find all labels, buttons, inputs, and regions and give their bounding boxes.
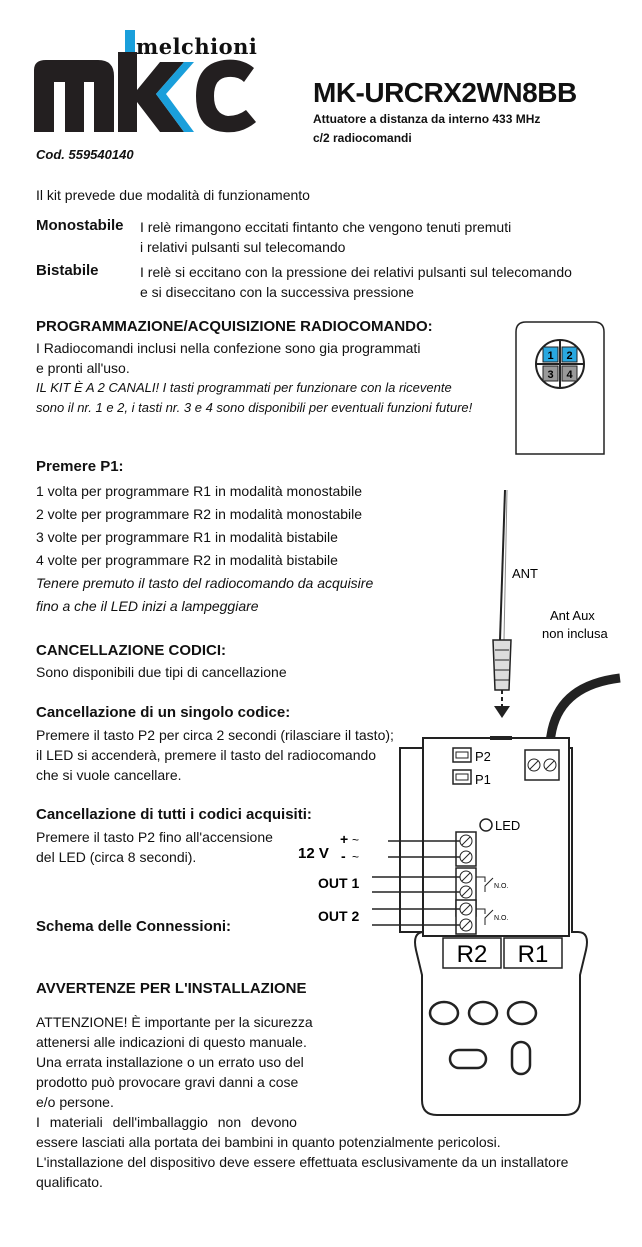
remote-key-3: 3: [547, 369, 554, 381]
p2-label: P2: [475, 749, 491, 764]
brand-name: melchioni: [136, 34, 258, 59]
warning-line: I materiali dell'imballaggio non devono: [36, 1114, 297, 1130]
cancel-single-line: che si vuole cancellare.: [36, 767, 182, 783]
product-title: MK-URCRX2WN8BB: [313, 77, 577, 108]
intro-text: Il kit prevede due modalità di funzionamento: [36, 187, 310, 203]
remote-control-illustration: [510, 318, 610, 458]
out2-no-label: N.O.: [494, 915, 509, 922]
cancel-all-line: del LED (circa 8 secondi).: [36, 849, 197, 865]
cancel-single-line: il LED si accenderà, premere il tasto del radiocomando: [36, 747, 377, 763]
led-indicator: [480, 819, 492, 831]
warning-line: prodotto può provocare gravi danni a cose: [36, 1074, 299, 1090]
mode-line: i relativi pulsanti sul telecomando: [140, 239, 346, 255]
mode-line: I relè rimangono eccitati fintanto che vengono tenuti premuti: [140, 219, 512, 235]
connection-diagram: [280, 480, 640, 1130]
warning-line: attenersi alle indicazioni di questo manuale.: [36, 1034, 307, 1050]
cancel-all-heading: Cancellazione di tutti i codici acquisiti:: [36, 806, 312, 823]
ant-label: ANT: [512, 566, 538, 581]
power-plus-label: +: [340, 831, 349, 847]
programming-body: [36, 338, 472, 418]
warning-line: L'installazione del dispositivo deve essere effettuata esclusivamente da un installatore: [36, 1154, 569, 1170]
warnings-heading: AVVERTENZE PER L'INSTALLAZIONE: [36, 980, 307, 997]
product-subtitle-2: c/2 radiocomandi: [313, 131, 412, 145]
programming-note: sono il nr. 1 e 2, i tasti nr. 3 e 4 sono disponibili per eventuali funzioni future!: [36, 400, 473, 415]
cancel-all-body: [36, 827, 273, 867]
warning-line: ATTENZIONE! È importante per la sicurezza: [36, 1014, 313, 1030]
out2-label: OUT 2: [318, 908, 360, 924]
warning-line: qualificato.: [36, 1174, 103, 1190]
warning-line: essere lasciati alla portata dei bambini in quanto potenzialmente pericolosi.: [36, 1134, 501, 1150]
arrow-down-icon: [494, 706, 510, 718]
product-subtitle: Attuatore a distanza da interno 433 MHz: [313, 112, 541, 126]
p1-label: P1: [475, 772, 491, 787]
mode-monostabile: [36, 217, 511, 257]
cancel-single-line: Premere il tasto P2 per circa 2 secondi (rilasciare il tasto);: [36, 727, 394, 743]
mounting-hole: [430, 1002, 458, 1024]
relay-r1-label: R1: [517, 941, 549, 968]
mounting-hole: [469, 1002, 497, 1024]
mode-bistabile: [36, 262, 572, 302]
remote-key-1: 1: [547, 350, 554, 362]
p1-line: 3 volte per programmare R1 in modalità bistabile: [36, 529, 338, 545]
programming-line: e pronti all'uso.: [36, 360, 130, 376]
p1-note: fino a che il LED inizi a lampeggiare: [36, 598, 259, 614]
out1-no-label: N.O.: [494, 883, 509, 890]
p1-line: 2 volte per programmare R2 in modalità monostabile: [36, 506, 363, 522]
cancel-all-line: Premere il tasto P2 fino all'accensione: [36, 829, 273, 845]
product-code: Cod. 559540140: [36, 147, 134, 162]
relay-r2-label: R2: [456, 941, 488, 968]
ant-aux-label-2: non inclusa: [542, 626, 608, 641]
mode-line: e si diseccitano con la successiva pressione: [140, 284, 414, 300]
antenna-connector: [493, 640, 511, 690]
p1-line: 4 volte per programmare R2 in modalità bistabile: [36, 552, 338, 568]
programming-heading: PROGRAMMAZIONE/ACQUISIZIONE RADIOCOMANDO:: [36, 318, 433, 335]
mounting-slot: [450, 1050, 486, 1068]
ant-aux-label: Ant Aux: [550, 608, 595, 623]
led-label: LED: [495, 818, 521, 833]
warning-line: e/o persone.: [36, 1094, 114, 1110]
power-12v-label: 12 V: [298, 845, 329, 862]
out1-label: OUT 1: [318, 875, 360, 891]
remote-key-2: 2: [566, 350, 573, 362]
mounting-slot-vertical: [512, 1042, 530, 1074]
cancel-heading: CANCELLAZIONE CODICI:: [36, 642, 226, 659]
power-minus-label: -: [341, 848, 346, 864]
warning-line: Una errata installazione o un errato uso del: [36, 1054, 304, 1070]
mode-line: I relè si eccitano con la pressione dei relativi pulsanti sul telecomando: [140, 264, 572, 280]
power-ac-label-2: ~: [352, 850, 360, 864]
brand-logo: [32, 30, 262, 135]
programming-note: IL KIT È A 2 CANALI! I tasti programmati per funzionare con la ricevente: [36, 380, 452, 395]
mode-term: Bistabile: [36, 262, 99, 279]
mode-term: Monostabile: [36, 217, 124, 234]
remote-key-4: 4: [566, 369, 573, 381]
cancel-line: Sono disponibili due tipi di cancellazione: [36, 664, 287, 680]
power-ac-label: ~: [352, 833, 360, 847]
mounting-hole: [508, 1002, 536, 1024]
p1-heading: Premere P1:: [36, 458, 124, 475]
p1-line: 1 volta per programmare R1 in modalità monostabile: [36, 483, 363, 499]
schema-heading: Schema delle Connessioni:: [36, 918, 232, 935]
programming-line: I Radiocomandi inclusi nella confezione sono gia programmati: [36, 340, 421, 356]
cancel-single-heading: Cancellazione di un singolo codice:: [36, 704, 291, 721]
p1-note: Tenere premuto il tasto del radiocomando da acquisire: [36, 575, 374, 591]
